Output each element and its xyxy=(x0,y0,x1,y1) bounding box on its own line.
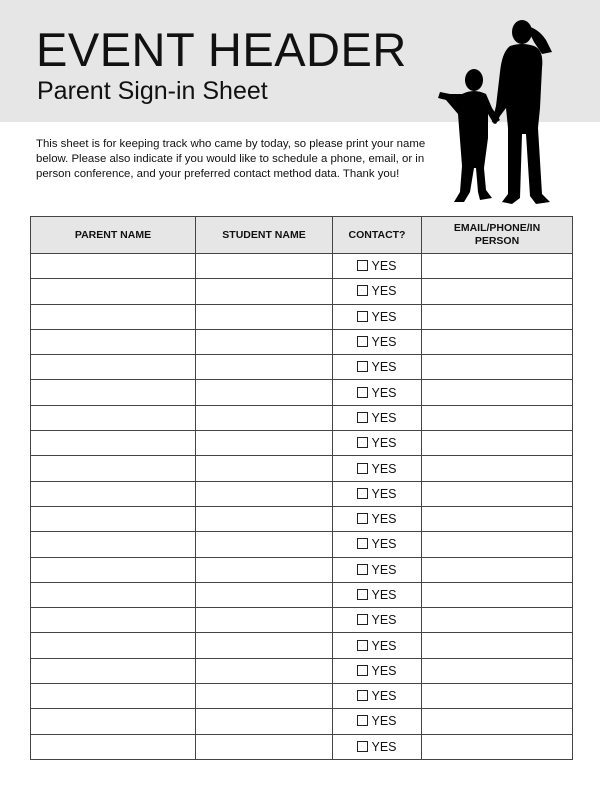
contact-checkbox-icon[interactable] xyxy=(357,640,368,651)
table-row xyxy=(31,734,573,759)
student-name-cell[interactable] xyxy=(196,279,333,304)
parent-name-cell[interactable] xyxy=(31,254,196,279)
instructions-text: This sheet is for keeping track who came by today, so please print your name below. Please also indicate if you would like to schedule a phone, email, or in person conference, and your preferred contact method data. Thank you! xyxy=(36,138,426,181)
table-row xyxy=(31,532,573,557)
contact-yes-label: YES xyxy=(371,613,397,628)
contact-cell xyxy=(333,380,422,405)
contact-checkbox-icon[interactable] xyxy=(357,690,368,701)
contact-checkbox-icon[interactable] xyxy=(357,412,368,423)
column-header-parent-name: PARENT NAME xyxy=(31,217,196,254)
student-name-cell[interactable] xyxy=(196,355,333,380)
contact-cell xyxy=(333,633,422,658)
table-row xyxy=(31,684,573,709)
student-name-cell[interactable] xyxy=(196,405,333,430)
contact-method-cell[interactable] xyxy=(422,380,573,405)
contact-method-cell[interactable] xyxy=(422,506,573,531)
table-row xyxy=(31,456,573,481)
parent-name-cell[interactable] xyxy=(31,456,196,481)
contact-method-cell[interactable] xyxy=(422,658,573,683)
contact-yes-label: YES xyxy=(371,385,397,400)
parent-name-cell[interactable] xyxy=(31,658,196,683)
column-header-contact: CONTACT? xyxy=(333,217,422,254)
contact-yes-label: YES xyxy=(371,486,397,501)
student-name-cell[interactable] xyxy=(196,532,333,557)
parent-name-cell[interactable] xyxy=(31,329,196,354)
table-row xyxy=(31,506,573,531)
student-name-cell[interactable] xyxy=(196,456,333,481)
contact-method-cell[interactable] xyxy=(422,355,573,380)
parent-name-cell[interactable] xyxy=(31,582,196,607)
parent-name-cell[interactable] xyxy=(31,608,196,633)
sign-in-rows xyxy=(31,254,573,760)
parent-name-cell[interactable] xyxy=(31,734,196,759)
contact-method-cell[interactable] xyxy=(422,304,573,329)
contact-method-cell[interactable] xyxy=(422,405,573,430)
parent-name-cell[interactable] xyxy=(31,684,196,709)
student-name-cell[interactable] xyxy=(196,633,333,658)
table-row xyxy=(31,304,573,329)
contact-method-cell[interactable] xyxy=(422,582,573,607)
contact-checkbox-icon[interactable] xyxy=(357,437,368,448)
contact-checkbox-icon[interactable] xyxy=(357,463,368,474)
parent-name-cell[interactable] xyxy=(31,532,196,557)
parent-name-cell[interactable] xyxy=(31,355,196,380)
contact-checkbox-icon[interactable] xyxy=(357,361,368,372)
contact-cell xyxy=(333,532,422,557)
student-name-cell[interactable] xyxy=(196,658,333,683)
contact-checkbox-icon[interactable] xyxy=(357,260,368,271)
parent-name-cell[interactable] xyxy=(31,481,196,506)
contact-method-cell[interactable] xyxy=(422,633,573,658)
student-name-cell[interactable] xyxy=(196,734,333,759)
contact-yes-label: YES xyxy=(371,689,397,704)
contact-method-cell[interactable] xyxy=(422,709,573,734)
student-name-cell[interactable] xyxy=(196,481,333,506)
contact-yes-label: YES xyxy=(371,562,397,577)
student-name-cell[interactable] xyxy=(196,557,333,582)
contact-cell xyxy=(333,431,422,456)
contact-checkbox-icon[interactable] xyxy=(357,564,368,575)
contact-yes-label: YES xyxy=(371,638,397,653)
contact-cell xyxy=(333,279,422,304)
contact-cell xyxy=(333,304,422,329)
contact-method-cell[interactable] xyxy=(422,557,573,582)
student-name-cell[interactable] xyxy=(196,254,333,279)
contact-cell xyxy=(333,709,422,734)
table-row xyxy=(31,557,573,582)
contact-method-cell[interactable] xyxy=(422,254,573,279)
parent-name-cell[interactable] xyxy=(31,557,196,582)
contact-checkbox-icon[interactable] xyxy=(357,589,368,600)
parent-name-cell[interactable] xyxy=(31,304,196,329)
event-header-title: EVENT HEADER xyxy=(36,23,407,76)
parent-name-cell[interactable] xyxy=(31,431,196,456)
contact-method-cell[interactable] xyxy=(422,532,573,557)
contact-yes-label: YES xyxy=(371,512,397,527)
contact-method-cell[interactable] xyxy=(422,279,573,304)
parent-name-cell[interactable] xyxy=(31,380,196,405)
column-header-student-name: STUDENT NAME xyxy=(196,217,333,254)
student-name-cell[interactable] xyxy=(196,431,333,456)
contact-cell xyxy=(333,254,422,279)
parent-name-cell[interactable] xyxy=(31,279,196,304)
parent-name-cell[interactable] xyxy=(31,405,196,430)
contact-cell xyxy=(333,456,422,481)
student-name-cell[interactable] xyxy=(196,709,333,734)
contact-yes-label: YES xyxy=(371,714,397,729)
contact-checkbox-icon[interactable] xyxy=(357,538,368,549)
table-row xyxy=(31,254,573,279)
contact-yes-label: YES xyxy=(371,739,397,754)
contact-yes-label: YES xyxy=(371,360,397,375)
contact-method-cell[interactable] xyxy=(422,329,573,354)
contact-checkbox-icon[interactable] xyxy=(357,488,368,499)
contact-method-cell[interactable] xyxy=(422,456,573,481)
table-row xyxy=(31,279,573,304)
sheet-subtitle: Parent Sign-in Sheet xyxy=(37,77,268,105)
contact-checkbox-icon[interactable] xyxy=(357,387,368,398)
contact-cell xyxy=(333,405,422,430)
contact-yes-label: YES xyxy=(371,537,397,552)
table-row xyxy=(31,608,573,633)
contact-cell xyxy=(333,684,422,709)
contact-method-cell[interactable] xyxy=(422,734,573,759)
contact-cell xyxy=(333,481,422,506)
contact-yes-label: YES xyxy=(371,588,397,602)
contact-checkbox-icon[interactable] xyxy=(357,741,368,752)
table-row xyxy=(31,329,573,354)
parent-name-cell[interactable] xyxy=(31,506,196,531)
student-name-cell[interactable] xyxy=(196,380,333,405)
table-header-row xyxy=(31,217,573,254)
table-row xyxy=(31,658,573,683)
contact-cell xyxy=(333,557,422,582)
contact-yes-label: YES xyxy=(371,284,397,299)
table-row xyxy=(31,355,573,380)
contact-checkbox-icon[interactable] xyxy=(357,311,368,322)
student-name-cell[interactable] xyxy=(196,608,333,633)
contact-cell xyxy=(333,608,422,633)
student-name-cell[interactable] xyxy=(196,304,333,329)
parent-name-cell[interactable] xyxy=(31,709,196,734)
student-name-cell[interactable] xyxy=(196,506,333,531)
parent-child-silhouette-icon xyxy=(434,16,564,208)
contact-yes-label: YES xyxy=(371,663,397,678)
contact-yes-label: YES xyxy=(371,309,397,324)
student-name-cell[interactable] xyxy=(196,684,333,709)
contact-yes-label: YES xyxy=(371,335,397,350)
table-row xyxy=(31,481,573,506)
contact-method-cell[interactable] xyxy=(422,608,573,633)
contact-checkbox-icon[interactable] xyxy=(357,614,368,625)
student-name-cell[interactable] xyxy=(196,329,333,354)
contact-cell xyxy=(333,734,422,759)
contact-cell xyxy=(333,355,422,380)
contact-cell xyxy=(333,506,422,531)
contact-checkbox-icon[interactable] xyxy=(357,285,368,296)
table-row xyxy=(31,405,573,430)
contact-yes-label: YES xyxy=(371,461,397,476)
contact-yes-label: YES xyxy=(371,259,397,274)
student-name-cell[interactable] xyxy=(196,582,333,607)
sign-in-table xyxy=(30,216,573,760)
contact-checkbox-icon[interactable] xyxy=(357,715,368,726)
contact-method-cell[interactable] xyxy=(422,481,573,506)
column-header-email-phone-in-person: EMAIL/PHONE/IN PERSON xyxy=(422,217,573,254)
contact-checkbox-icon[interactable] xyxy=(357,665,368,676)
contact-cell xyxy=(333,658,422,683)
table-row xyxy=(31,709,573,734)
table-row xyxy=(31,380,573,405)
contact-checkbox-icon[interactable] xyxy=(357,513,368,524)
parent-name-cell[interactable] xyxy=(31,633,196,658)
contact-checkbox-icon[interactable] xyxy=(357,336,368,347)
contact-method-cell[interactable] xyxy=(422,431,573,456)
contact-method-cell[interactable] xyxy=(422,684,573,709)
contact-yes-label: YES xyxy=(371,436,397,451)
table-row xyxy=(31,582,573,607)
table-row xyxy=(31,633,573,658)
contact-yes-label: YES xyxy=(371,410,397,425)
table-row xyxy=(31,431,573,456)
contact-cell xyxy=(333,329,422,354)
contact-cell xyxy=(333,582,422,607)
